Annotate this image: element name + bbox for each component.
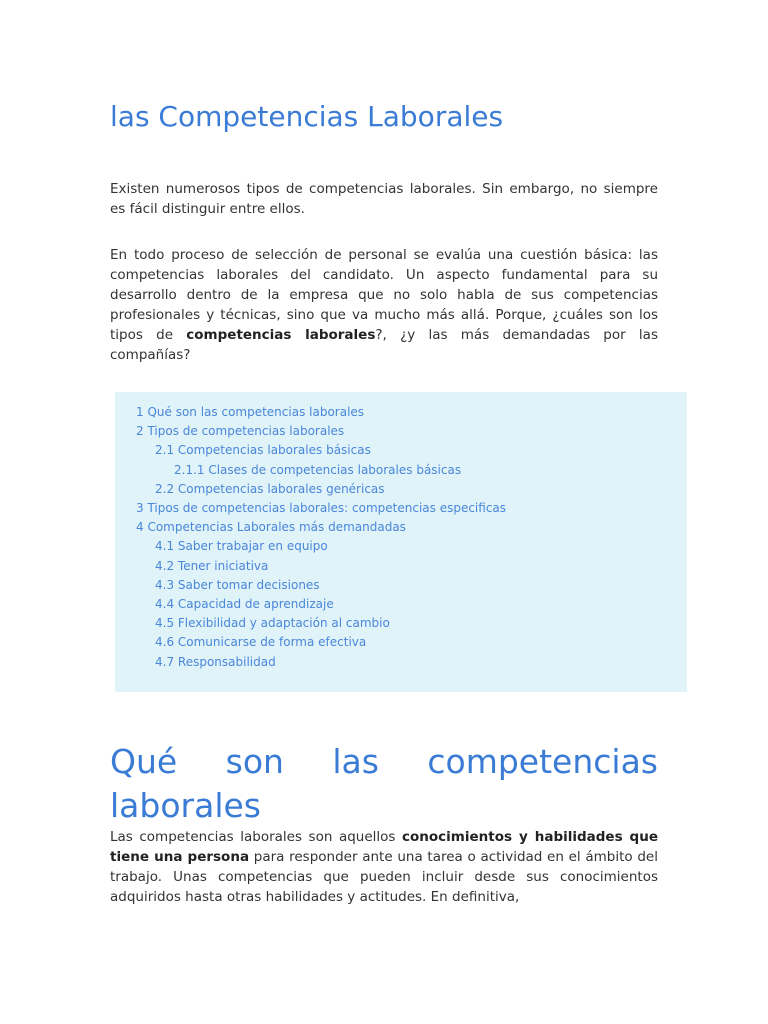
toc-list	[136, 403, 506, 672]
toc-item[interactable]: 2 Tipos de competencias laborales	[136, 424, 345, 439]
section-paragraph-text-end: para responder ante una tarea o actividad en el ámbito del trabajo. Unas competencias que pueden incluir desde sus conocimientos adquiridos hasta otras habilidades y actitudes. En definitiva,	[110, 849, 658, 905]
section-heading-line-2: laborales	[110, 786, 261, 825]
document-title: las Competencias Laborales	[110, 100, 504, 133]
intro-paragraph-2-bold: competencias laborales	[186, 327, 376, 343]
toc-item[interactable]: 4.2 Tener iniciativa	[155, 558, 269, 573]
section-heading-que-son	[110, 740, 658, 828]
section-heading-line-1	[110, 740, 658, 784]
toc-item[interactable]: 1 Qué son las competencias laborales	[136, 405, 365, 419]
toc-item[interactable]: 4.6 Comunicarse de forma efectiva	[155, 635, 367, 650]
section-paragraph-text-start: Las competencias laborales son aquellos	[110, 829, 402, 845]
table-of-contents	[115, 392, 687, 692]
toc-item[interactable]: 4.4 Capacidad de aprendizaje	[155, 597, 334, 612]
toc-item[interactable]: 3 Tipos de competencias laborales: competencias especificas	[136, 501, 507, 516]
intro-paragraph-2	[110, 245, 658, 365]
section-paragraph-1	[110, 827, 658, 907]
heading-word: las	[332, 742, 379, 781]
toc-item[interactable]: 4.7 Responsabilidad	[155, 654, 276, 669]
section-paragraph-bold: conocimientos y habilidades que tiene una persona	[110, 829, 658, 865]
toc-item[interactable]: 2.1.1 Clases de competencias laborales básicas	[174, 462, 462, 477]
intro-paragraph-2-text-start: En todo proceso de selección de personal se evalúa una cuestión básica: las competencias laborales del candidato. Un aspecto fundamental para su desarrollo dentro de la empresa que no solo habla de sus competencias profesionales y técnicas, sino que va mucho más allá. Porque, ¿cuáles son los tipos de	[110, 247, 658, 343]
toc-item[interactable]: 4.1 Saber trabajar en equipo	[155, 539, 328, 554]
intro-paragraph-1: Existen numerosos tipos de competencias laborales. Sin embargo, no siempre es fácil distinguir entre ellos.	[110, 181, 658, 217]
toc-item[interactable]: 4.3 Saber tomar decisiones	[155, 577, 320, 592]
intro-paragraph-2-text-end: ?, ¿y las más demandadas por las compañías?	[110, 327, 658, 363]
heading-word: competencias	[427, 742, 658, 781]
toc-item[interactable]: 2.2 Competencias laborales genéricas	[155, 481, 385, 496]
toc-item[interactable]: 2.1 Competencias laborales básicas	[155, 443, 371, 458]
toc-item[interactable]: 4 Competencias Laborales más demandadas	[136, 520, 406, 535]
heading-word: son	[225, 742, 284, 781]
toc-item[interactable]: 4.5 Flexibilidad y adaptación al cambio	[155, 616, 390, 631]
heading-word: Qué	[110, 742, 178, 781]
